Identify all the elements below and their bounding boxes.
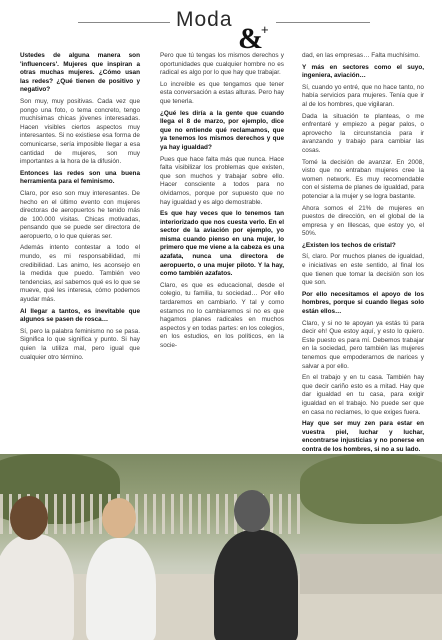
interview-question: Y más en sectores como el suyo, ingeniera, aviación… [302, 63, 424, 80]
photo-bench [300, 554, 442, 594]
interview-answer: dad, en las empresas… Falta muchísimo. [302, 52, 420, 59]
photo-person-middle-head [102, 498, 136, 538]
article-column-2 [160, 52, 284, 354]
svg-text:+: + [261, 22, 269, 37]
interview-answer: Además intento contestar a todo el mundo, es mi responsabilidad, mi credibilidad. Las animo, les aconsejo en la medida que puedo. También veo tendencias, así sabemos qué es lo que se mueve, qué les interesa, cómo podemos ayudar más. [20, 244, 140, 304]
interview-answer: Claro, es que es educacional, desde el colegio, tu familia, tu sociedad… Por ello tardaremos en cambiarlo. Y tal y como estamos no lo cambiaremos si no es que hagamos planes radicales en muchos aspectos y en todas partes: en los colegios, en los estudios, en los políticos, en la socie- [160, 281, 284, 349]
interview-answer: Ahora somos el 21% de mujeres en puestos de dirección, en el global de la empresa y en Illescas, que estoy yo, el 50%. [302, 204, 424, 238]
interview-answer: Pues que hace falta más que nunca. Hace falta visibilizar los problemas que existen, que son muchos y trabajar sobre ello. Hacer consciente a todos para no olvidarnos, porque por supuesto que no hay igualdad y es algo demostrable. [160, 155, 284, 206]
interview-answer: En el trabajo y en tu casa. También hay que decir cariño esto es a mitad. Hay que dar igualdad en tu casa, para exigir igualdad en el trabajo. No puede ser que en casa no reclames, lo que exiges fuera. [302, 374, 424, 416]
article-column-1 [20, 52, 140, 365]
interview-question: Es que hay veces que lo tenemos tan interiorizado que nos cuesta verlo. En el sector de la aviación por ejemplo, yo misma cuando pienso en una mujer, lo primero que me viene a la cabeza es una azafata, nunca una directora de aeropuerto, o una mujer piloto. Y la hay, como también azafatos. [160, 210, 284, 278]
interview-answer: Sí, pero la palabra feminismo no se pasa. Significa lo que significa y punto. Si hay quien la utiliza mal, pero igual que cualquier otro término. [20, 327, 140, 361]
interview-answer: Lo increíble es que tengamos que tener esta conversación a estas alturas. Pero hay que tenerla. [160, 80, 284, 105]
interview-question: ¿Qué les diría a la gente que cuando llega el 8 de marzo, por ejemplo, dice que no entiende qué reclamamos, que ya tenemos los mismos derechos y que ya hay igualdad? [160, 109, 284, 151]
interview-answer: Sí, cuando yo entré, que no hace tanto, no había servicios para mujeres. Tenía que ir al de los hombres, que vigilaran. [302, 83, 424, 108]
photo-person-right [214, 530, 298, 640]
photo-person-left [0, 534, 74, 640]
interview-question: Hay que ser muy zen para estar en vuestra piel, luchar y luchar, encontrarse injusticias y no ponerse en contra de los hombres, si no a su lado. [302, 420, 424, 453]
interview-answer: Dada la situación te planteas, o me enfrentaré y empiezo a pegar palos, o aprovecho la circunstancia para ir avanzando y trabajo para cambiar las cosas. [302, 112, 424, 154]
page-header [0, 0, 442, 60]
interview-answer: Claro, y si no te apoyan ya estás tú para decir eh! Que estoy aquí, y esto lo quiero. Este puesto es para mí. Debemos trabajar en la sociedad, pero también las mujeres tenemos que empoderarnos de narices y salvar a por ello. [302, 319, 424, 370]
photo-foliage [300, 454, 442, 524]
interview-question: Al llegar a tantos, es inevitable que algunos se pasen de rosca… [20, 307, 140, 324]
section-title: Moda [176, 8, 233, 31]
interview-question: Entonces las redes son una buena herramienta para el feminismo. [20, 169, 140, 186]
article-column-3 [302, 52, 424, 495]
header-rule-left [78, 22, 170, 23]
interview-answer: Tomé la decisión de avanzar. En 2008, visto que no entraban mujeres cree la women network. Es muy recomendable con el sistema de planes de igualdad, para potenciar a la mujer y se logra bastante. [302, 158, 424, 200]
header-rule-right [276, 22, 370, 23]
interview-answer: Claro, por eso son muy interesantes. De hecho en el último evento con mujeres directoras de aeropuertos he tenido más de 100.000 visitas. Chicas motivadas, pensando que se puede ser directora de aeropuerto, o lo que quieras ser. [20, 189, 140, 240]
interview-photo [0, 454, 442, 640]
photo-person-middle [86, 538, 156, 640]
magazine-logo [236, 20, 276, 56]
interview-question: ¿Existen los techos de cristal? [302, 241, 396, 249]
interview-question: Por ello necesitamos el apoyo de los hombres, porque si cuando llegas solo están ellos… [302, 290, 424, 316]
svg-text:&: & [238, 22, 263, 55]
interview-answer: Sí, claro. Por muchos planes de igualdad, e iniciativas en este sentido, al final los que tienen que tomar la decisión son los que son. [302, 253, 424, 287]
interview-answer: Son muy, muy positivas. Cada vez que pongo una foto, o tema concreto, tengo muchísimas chicas jóvenes interesadas. Hacen visibles ciertos aspectos muy interesantes. Si no existiese esa forma de comunicarse, sería imposible llegar a esa cantidad de mujeres, son muy importantes a la hora de la difusión. [20, 97, 140, 166]
photo-person-right-head [234, 490, 270, 532]
photo-person-left-head [10, 496, 48, 540]
interview-question: Ustedes de alguna manera son 'influencers'. Mujeres que inspiran a otras muchas mujeres. ¿Cómo usan las redes? ¿Qué tienen de positivo y negativo? [20, 52, 140, 94]
interview-answer: Pero que tú tengas los mismos derechos y oportunidades que cualquier hombre no es radical es algo por lo que hay que trabajar. [160, 52, 284, 77]
